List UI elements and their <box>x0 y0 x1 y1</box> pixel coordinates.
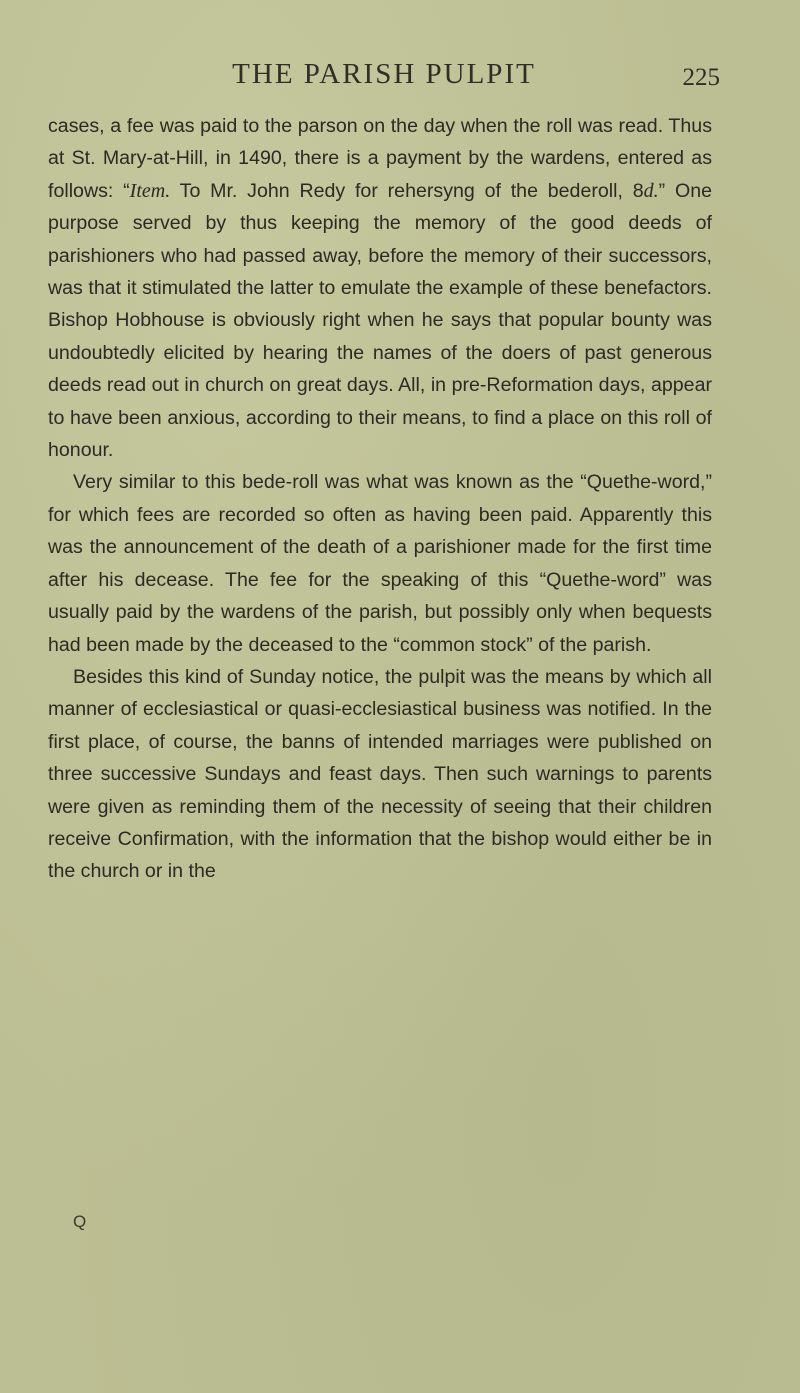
paragraph-1-text-a: cases, a fee was paid to the parson on the day when the roll was read. Thus at St. Mary-at-Hill, in 1490, there is a payment by the wardens, entered as follows: “ <box>48 115 712 202</box>
paragraph-1 <box>48 110 712 466</box>
page-header <box>48 56 720 96</box>
paragraph-2 <box>48 466 712 660</box>
paragraph-1-text-b: To Mr. John Redy for rehersyng of the bederoll, 8 <box>170 179 644 202</box>
paragraph-3-text: Besides this kind of Sunday notice, the pulpit was the means by which all manner of ecclesiastical or quasi-ecclesiastical business was notified. In the first place, of course, the banns of intended marriages were published on three successive Sundays and feast days. Then such warnings to parents were given as reminding them of the necessity of seeing that their children receive Confirmation, with the information that the bishop would either be in the church or in the <box>48 665 712 883</box>
paragraph-3 <box>48 661 712 888</box>
body-text <box>48 110 712 888</box>
italic-item: Item. <box>129 179 171 202</box>
italic-pence: d. <box>643 179 659 202</box>
signature-mark: Q <box>73 1212 87 1231</box>
paragraph-1-text-c: ” One purpose served by thus keeping the memory of the good deeds of parishioners who had passed away, before the memory of their successors, was that it stimulated the latter to emulate the example of these benefactors. Bishop Hobhouse is obviously right when he says that popular bounty was undoubtedly elicited by hearing the names of the doers of past generous deeds read out in church on great days. All, in pre-Reformation days, appear to have been anxious, according to their means, to find a place on this roll of honour. <box>48 179 712 462</box>
page-number: 225 <box>682 64 720 91</box>
paragraph-2-text: Very similar to this bede-roll was what was known as the “Quethe-word,” for which fees are recorded so often as having been paid. Apparently this was the announcement of the death of a parishioner made for the first time after his decease. The fee for the speaking of this “Quethe-word” was usually paid by the wardens of the parish, but possibly only when bequests had been made by the deceased to the “common stock” of the parish. <box>48 471 712 656</box>
running-title: THE PARISH PULPIT <box>232 58 536 90</box>
